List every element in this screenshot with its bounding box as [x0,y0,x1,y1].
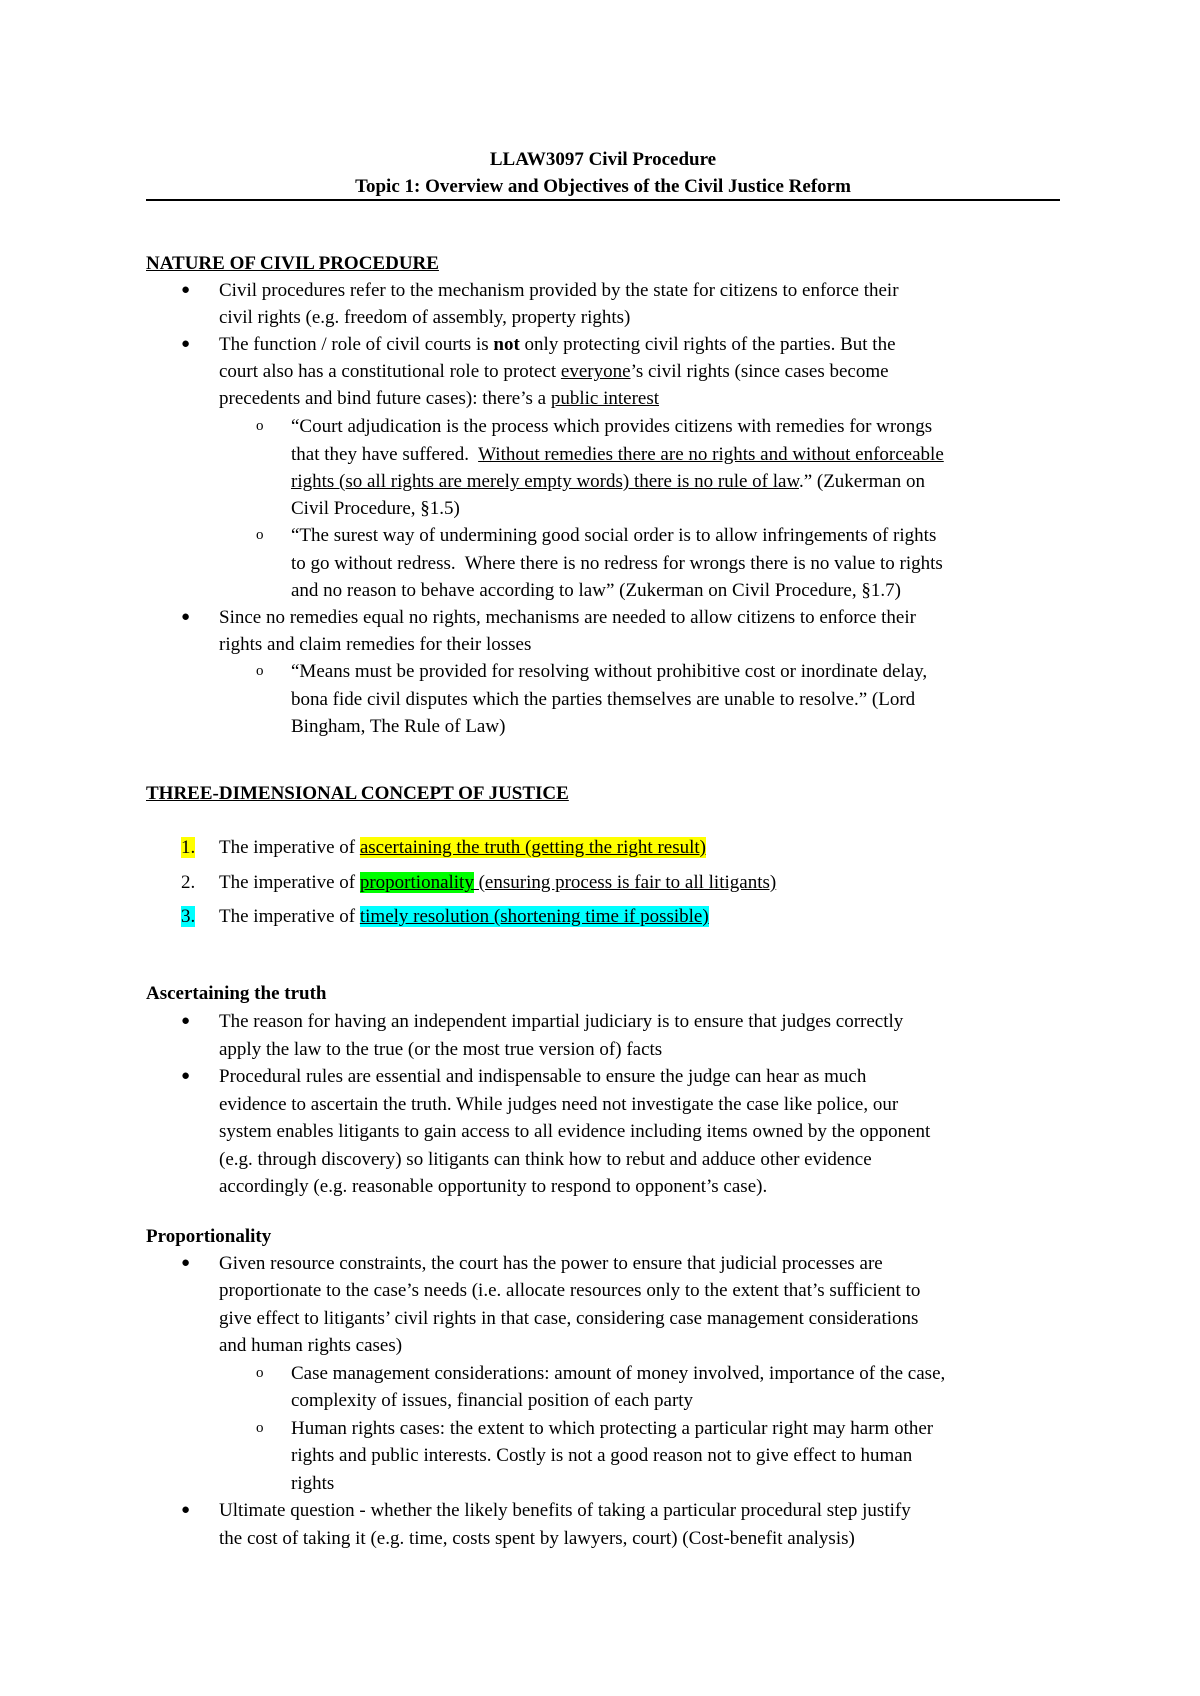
underlined-public-interest: public interest [550,388,660,409]
highlight-timely-resolution: timely resolution (shortening time if possible) [359,906,709,927]
bullet-icon: ● [181,282,191,298]
paragraph-line: Ultimate question - whether the likely benefits of taking a particular procedural step justify [219,1500,911,1521]
paragraph-line: Procedural rules are essential and indispensable to ensure the judge can hear as much [219,1066,867,1087]
bullet-icon: ● [181,609,191,625]
subsection-heading-truth: Ascertaining the truth [146,983,327,1004]
section-heading-nature: NATURE OF CIVIL PROCEDURE [146,253,439,274]
paragraph-line: (e.g. through discovery) so litigants can think how to rebut and adduce other evidence [219,1149,872,1170]
sub-paragraph-line: complexity of issues, financial position of each party [291,1390,694,1411]
highlight-proportionality: proportionality [359,872,474,893]
header-divider [146,199,1060,201]
paragraph-line: the cost of taking it (e.g. time, costs spent by lawyers, court) (Cost-benefit analysis) [219,1528,855,1549]
emphasis-not: not [493,334,520,355]
quote-line: that they have suffered. Without remedies there are no rights and without enforceable [291,444,944,465]
sub-bullet-icon: o [256,418,264,434]
paragraph-line: Given resource constraints, the court has the power to ensure that judicial processes are [219,1253,883,1274]
paragraph-line: precedents and bind future cases): there’s a public interest [219,388,660,409]
paragraph-line: court also has a constitutional role to protect everyone’s civil rights (since cases become [219,361,889,382]
paragraph-line: and human rights cases) [219,1335,403,1356]
paragraph-line: give effect to litigants’ civil rights in that case, considering case management considerations [219,1308,919,1329]
sub-bullet-icon: o [256,663,264,679]
numbered-item [181,869,195,896]
quote-line: Bingham, The Rule of Law) [291,716,506,737]
numbered-item-text: The imperative of ascertaining the truth (getting the right result) [219,837,706,858]
paragraph-line: Civil procedures refer to the mechanism provided by the state for citizens to enforce their [219,280,899,301]
quote-line: Civil Procedure, §1.5) [291,498,460,519]
topic-title: Topic 1: Overview and Objectives of the Civil Justice Reform [355,176,851,197]
quote-line: bona fide civil disputes which the parties themselves are unable to resolve.” (Lord [291,689,916,710]
paragraph-line: proportionate to the case’s needs (i.e. allocate resources only to the extent that’s sufficient to [219,1280,921,1301]
quote-line: to go without redress. Where there is no redress for wrongs there is no value to rights [291,553,943,574]
quote-line: “The surest way of undermining good social order is to allow infringements of rights [291,525,937,546]
highlight-truth: ascertaining the truth (getting the right result) [359,837,706,858]
sub-bullet-icon: o [256,1420,264,1436]
numbered-item [181,903,195,930]
bullet-icon: ● [181,336,191,352]
paragraph-line: The function / role of civil courts is not only protecting civil rights of the parties. But the [219,334,896,355]
bullet-icon: ● [181,1502,191,1518]
numbered-item-text: The imperative of timely resolution (shortening time if possible) [219,906,709,927]
paragraph-line: system enables litigants to gain access to all evidence including items owned by the opponent [219,1121,931,1142]
sub-paragraph-line: rights and public interests. Costly is not a good reason not to give effect to human [291,1445,913,1466]
sub-bullet-icon: o [256,1365,264,1381]
document-header [146,146,1060,200]
numbered-item [181,834,195,861]
bullet-icon: ● [181,1255,191,1271]
quote-line: and no reason to behave according to law” (Zukerman on Civil Procedure, §1.7) [291,580,901,601]
paragraph-line: civil rights (e.g. freedom of assembly, property rights) [219,307,631,328]
item-number: 2. [181,872,196,893]
item-number: 3. [181,906,196,927]
item-number: 1. [181,837,196,858]
sub-paragraph-line: Case management considerations: amount of money involved, importance of the case, [291,1363,946,1384]
paragraph-line: apply the law to the true (or the most true version of) facts [219,1039,663,1060]
paragraph-line: Since no remedies equal no rights, mechanisms are needed to allow citizens to enforce their [219,607,916,628]
quote-line: “Court adjudication is the process which provides citizens with remedies for wrongs [291,416,933,437]
quote-line: rights (so all rights are merely empty words) there is no rule of law.” (Zukerman on [291,471,926,492]
paragraph-line: The reason for having an independent impartial judiciary is to ensure that judges correctly [219,1011,904,1032]
underlined-everyone: everyone [560,361,631,382]
numbered-item-text: The imperative of proportionality (ensuring process is fair to all litigants) [219,872,777,893]
quote-line: “Means must be provided for resolving without prohibitive cost or inordinate delay, [291,661,928,682]
paragraph-line: accordingly (e.g. reasonable opportunity to respond to opponent’s case). [219,1176,768,1197]
paragraph-line: rights and claim remedies for their losses [219,634,532,655]
subsection-heading-proportionality: Proportionality [146,1226,272,1247]
bullet-icon: ● [181,1013,191,1029]
sub-bullet-icon: o [256,527,264,543]
sub-paragraph-line: rights [291,1473,335,1494]
paragraph-line: evidence to ascertain the truth. While judges need not investigate the case like police, our [219,1094,899,1115]
course-title: LLAW3097 Civil Procedure [489,149,717,170]
sub-paragraph-line: Human rights cases: the extent to which protecting a particular right may harm other [291,1418,934,1439]
bullet-icon: ● [181,1068,191,1084]
section-heading-three-dimensional: THREE-DIMENSIONAL CONCEPT OF JUSTICE [146,783,569,804]
